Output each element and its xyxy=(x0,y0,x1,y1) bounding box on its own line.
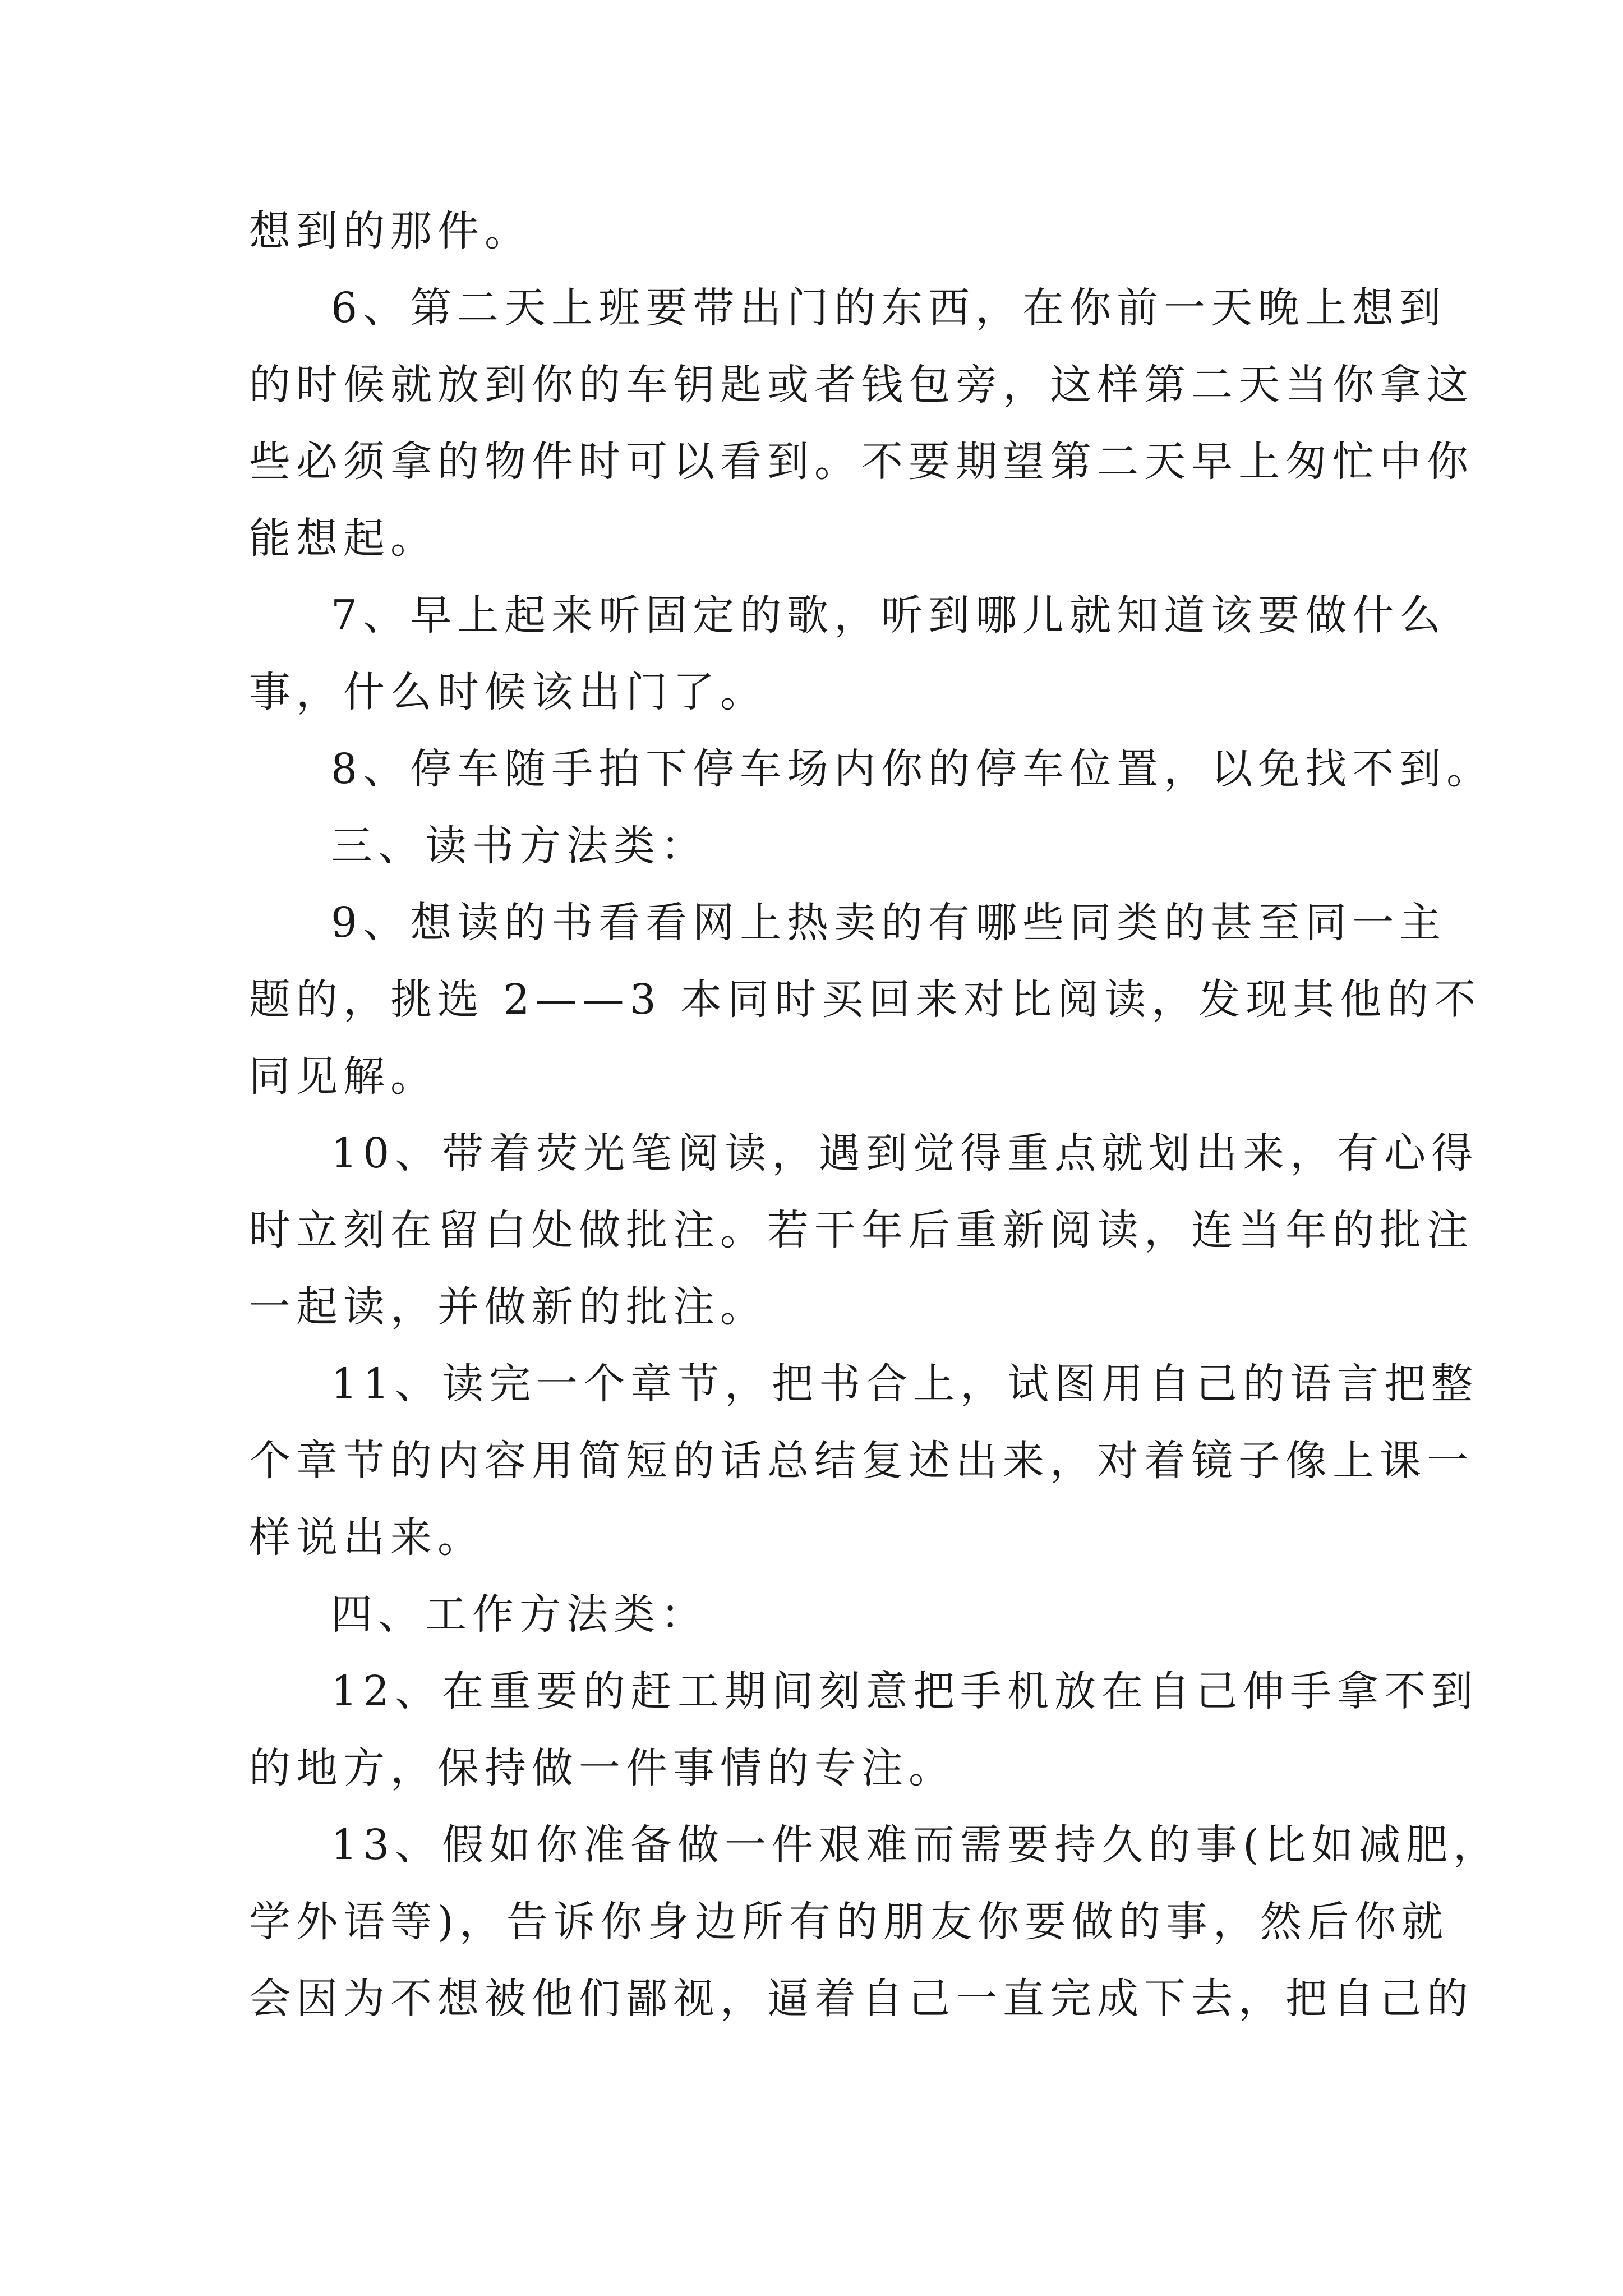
text-line: 的地方，保持做一件事情的专注。 xyxy=(249,1744,956,1792)
list-item-11: 11、读完一个章节，把书合上，试图用自己的语言把整 xyxy=(331,1360,1479,1408)
list-item-10: 10、带着荧光笔阅读，遇到觉得重点就划出来，有心得 xyxy=(331,1129,1479,1177)
text-line: 的时候就放到你的车钥匙或者钱包旁，这样第二天当你拿这 xyxy=(249,361,1474,409)
text-line: 学外语等)，告诉你身边所有的朋友你要做的事，然后你就 xyxy=(249,1898,1449,1946)
text-line: 同见解。 xyxy=(249,1052,437,1101)
list-item-7: 7、早上起来听固定的歌，听到哪儿就知道该要做什么 xyxy=(331,591,1447,639)
text-line: 一起读，并做新的批注。 xyxy=(249,1283,767,1331)
text-line: 个章节的内容用简短的话总结复述出来，对着镜子像上课一 xyxy=(249,1437,1474,1485)
section-heading-work: 四、工作方法类： xyxy=(331,1590,708,1639)
text-line: 时立刻在留白处做批注。若干年后重新阅读，连当年的批注 xyxy=(249,1206,1474,1254)
list-item-6: 6、第二天上班要带出门的东西，在你前一天晚上想到 xyxy=(331,284,1447,332)
text-line: 会因为不想被他们鄙视，逼着自己一直完成下去，把自己的 xyxy=(249,1975,1474,2023)
list-item-12: 12、在重要的赶工期间刻意把手机放在自己伸手拿不到 xyxy=(331,1667,1479,1715)
text-line: 题的，挑选 2——3 本同时买回来对比阅读，发现其他的不 xyxy=(249,976,1482,1024)
text-line: 想到的那件。 xyxy=(249,207,532,255)
list-item-9: 9、想读的书看看网上热卖的有哪些同类的甚至同一主 xyxy=(331,899,1447,947)
text-line: 事，什么时候该出门了。 xyxy=(249,668,767,716)
text-line: 能想起。 xyxy=(249,514,437,563)
list-item-13: 13、假如你准备做一件艰难而需要持久的事(比如减肥， xyxy=(331,1821,1501,1869)
text-line: 些必须拿的物件时可以看到。不要期望第二天早上匆忙中你 xyxy=(249,438,1474,486)
section-heading-reading: 三、读书方法类： xyxy=(331,822,708,870)
list-item-8: 8、停车随手拍下停车场内你的停车位置，以免找不到。 xyxy=(331,745,1494,793)
text-line: 样说出来。 xyxy=(249,1513,485,1562)
